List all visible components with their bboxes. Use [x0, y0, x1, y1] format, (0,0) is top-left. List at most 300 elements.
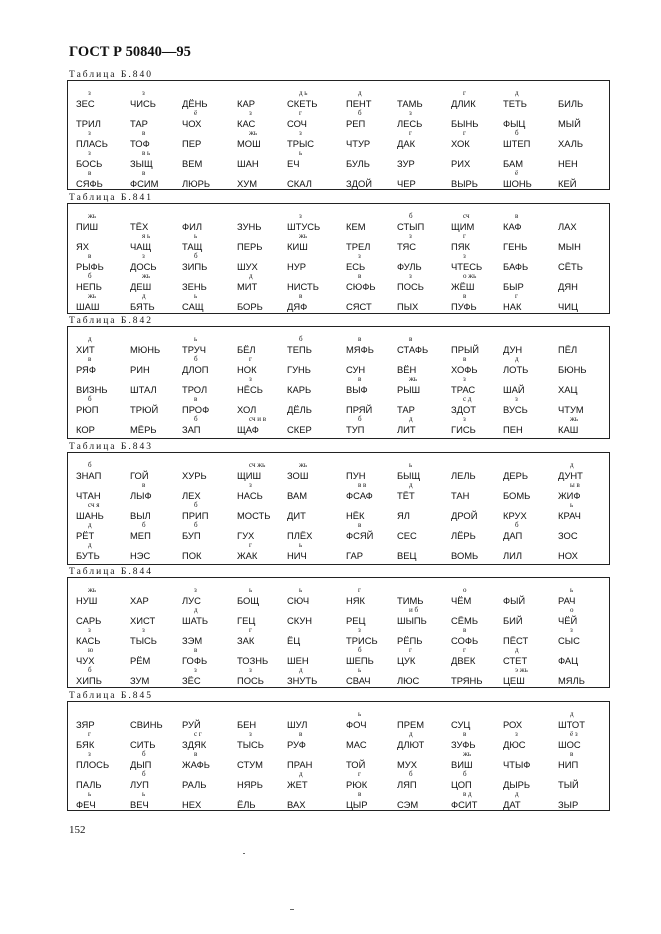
syllable-word: НУШ — [76, 595, 98, 606]
pronunciation-mark: с д — [463, 395, 472, 403]
syllable-word: ЁЛЬ — [237, 799, 256, 810]
pronunciation-mark: г — [249, 626, 252, 634]
syllable-word: ЯХ — [76, 241, 90, 252]
pronunciation-mark: б — [194, 415, 198, 423]
syllable-word: КОР — [76, 424, 95, 435]
syllable-word: СЭМ — [397, 799, 419, 810]
pronunciation-mark: д — [299, 666, 303, 674]
table-row — [68, 169, 609, 189]
syllable-word: ВЫФ — [346, 384, 368, 395]
syllable-word: ДЫП — [130, 759, 152, 770]
syllable-word: СИТЬ — [130, 739, 156, 750]
syllable-word: ЧЁЙ — [558, 615, 578, 626]
syllable-word: ШЫПЬ — [397, 615, 427, 626]
table-row — [68, 730, 609, 750]
table-row — [68, 109, 609, 129]
syllable-word: ШЕПЬ — [346, 655, 374, 666]
syllable-word: ЧТУР — [346, 138, 371, 149]
table-row — [68, 375, 609, 395]
word-table — [67, 326, 610, 439]
syllable-word: ПЁСТ — [503, 635, 529, 646]
syllable-word: ФЕЧ — [76, 799, 96, 810]
pronunciation-mark: д — [570, 710, 574, 718]
word-table — [67, 452, 610, 565]
syllable-word: ЛЁРЬ — [451, 530, 476, 541]
syllable-word: НОК — [237, 364, 257, 375]
syllable-word: ТАН — [451, 490, 470, 501]
syllable-word: ТРЕЛ — [346, 241, 371, 252]
pronunciation-mark: б — [88, 272, 92, 280]
syllable-word: РЕЦ — [346, 615, 366, 626]
pronunciation-mark: в — [88, 252, 92, 260]
table-row — [68, 586, 609, 606]
syllable-word: ФАЦ — [558, 655, 579, 666]
syllable-word: ТОЗНЬ — [237, 655, 269, 666]
syllable-word: ЛЕСЬ — [397, 118, 423, 129]
syllable-word: РИХ — [451, 158, 471, 169]
pronunciation-mark: з — [142, 89, 145, 97]
pronunciation-mark: сч — [463, 212, 470, 220]
syllable-word: НЕН — [558, 158, 578, 169]
pronunciation-mark: г — [299, 109, 302, 117]
syllable-word: ДЮС — [503, 739, 526, 750]
document-title: ГОСТ Р 50840—95 — [69, 44, 191, 60]
syllable-word: БЁЛ — [237, 344, 256, 355]
syllable-word: НИП — [558, 759, 579, 770]
pronunciation-mark: жь — [463, 750, 472, 758]
syllable-word: ШТОТ — [558, 719, 585, 730]
syllable-word: ТЯС — [397, 241, 417, 252]
syllable-word: ПРАН — [287, 759, 313, 770]
syllable-word: ГИСЬ — [451, 424, 476, 435]
syllable-word: МОСТЬ — [237, 510, 271, 521]
syllable-word: КАСЬ — [76, 635, 101, 646]
pronunciation-mark: в — [299, 292, 303, 300]
table-row — [68, 666, 609, 686]
syllable-word: ДЕРЬ — [503, 470, 529, 481]
syllable-word: СЕС — [397, 530, 417, 541]
syllable-word: ЩАФ — [237, 424, 259, 435]
syllable-word: НАК — [503, 301, 522, 312]
syllable-word: ДВЕК — [451, 655, 476, 666]
syllable-word: САЩ — [182, 301, 204, 312]
pronunciation-mark: з — [515, 730, 518, 738]
syllable-word: КАФ — [503, 221, 522, 232]
syllable-word: ДЛЮТ — [397, 739, 425, 750]
syllable-word: БУТЬ — [76, 550, 100, 561]
table-row — [68, 481, 609, 501]
syllable-word: СКЕТЬ — [287, 98, 318, 109]
syllable-word: ДЁНЬ — [182, 98, 208, 109]
table-row — [68, 461, 609, 481]
syllable-word: МЕП — [130, 530, 151, 541]
table-caption: Таблица Б.845 — [69, 691, 153, 701]
syllable-word: БУЛЬ — [346, 158, 370, 169]
pronunciation-mark: з — [249, 666, 252, 674]
pronunciation-mark: з — [88, 750, 91, 758]
syllable-word: ФУЛЬ — [397, 261, 422, 272]
syllable-word: ВЕЧ — [130, 799, 149, 810]
syllable-word: ГАР — [346, 550, 363, 561]
syllable-word: НИЧ — [287, 550, 307, 561]
pronunciation-mark: ь — [299, 541, 303, 549]
syllable-word: ТРУЧ — [182, 344, 206, 355]
table-caption: Таблица Б.842 — [69, 316, 153, 326]
table-row — [68, 292, 609, 312]
syllable-word: ФЫЙ — [503, 595, 526, 606]
syllable-word: ТЫСЬ — [237, 739, 264, 750]
syllable-word: ШАШ — [76, 301, 100, 312]
syllable-word: ХОФЬ — [451, 364, 478, 375]
pronunciation-mark: в — [88, 169, 92, 177]
syllable-word: ЛЫФ — [130, 490, 152, 501]
table-row — [68, 606, 609, 626]
syllable-word: ВЁН — [397, 364, 417, 375]
pronunciation-mark: б — [358, 646, 362, 654]
syllable-word: ВУСЬ — [503, 404, 528, 415]
pronunciation-mark: з — [249, 109, 252, 117]
syllable-word: МЫЙ — [558, 118, 581, 129]
pronunciation-mark: ь — [88, 790, 92, 798]
syllable-word: ПРИП — [182, 510, 209, 521]
syllable-word: БЫЩ — [397, 470, 421, 481]
syllable-word: ЁЦ — [287, 635, 301, 646]
pronunciation-mark: б — [515, 521, 519, 529]
table-row — [68, 149, 609, 169]
syllable-word: ШТУСЬ — [287, 221, 321, 232]
pronunciation-mark: д — [358, 89, 362, 97]
pronunciation-mark: жь — [88, 586, 97, 594]
syllable-word: ШАТЬ — [182, 615, 208, 626]
pronunciation-mark: д — [142, 292, 146, 300]
syllable-word: ЛАХ — [558, 221, 577, 232]
syllable-word: ТРАС — [451, 384, 476, 395]
syllable-word: ЗЕС — [76, 98, 95, 109]
pronunciation-mark: б — [194, 355, 198, 363]
syllable-word: ВЫЛ — [130, 510, 151, 521]
pronunciation-mark: з — [409, 272, 412, 280]
pronunciation-mark: ь — [409, 461, 413, 469]
syllable-word: ФСИМ — [130, 178, 159, 189]
syllable-word: ХИСТ — [130, 615, 156, 626]
syllable-word: СЮФЬ — [346, 281, 376, 292]
syllable-word: ТАЩ — [182, 241, 203, 252]
syllable-word: СУН — [346, 364, 366, 375]
syllable-word: ГОЙ — [130, 470, 149, 481]
pronunciation-mark: ы в — [570, 481, 580, 489]
word-table — [67, 701, 610, 811]
syllable-word: ХАЛЬ — [558, 138, 584, 149]
syllable-word: ПЕР — [182, 138, 202, 149]
syllable-word: ЗДЯК — [182, 739, 207, 750]
syllable-word: ЧЕР — [397, 178, 416, 189]
table-row — [68, 710, 609, 730]
syllable-word: ТРИСЬ — [346, 635, 378, 646]
syllable-word: ЧУХ — [76, 655, 95, 666]
pronunciation-mark: в — [358, 335, 362, 343]
syllable-word: ЧТЕСЬ — [451, 261, 483, 272]
pronunciation-mark: г — [409, 646, 412, 654]
pronunciation-mark: д — [409, 730, 413, 738]
syllable-word: ФСАФ — [346, 490, 373, 501]
syllable-word: ЗНУТЬ — [287, 675, 318, 686]
syllable-word: СТАФЬ — [397, 344, 429, 355]
pronunciation-mark: з — [358, 252, 361, 260]
pronunciation-mark: г — [409, 129, 412, 137]
pronunciation-mark: д — [88, 521, 92, 529]
table-row — [68, 541, 609, 561]
syllable-word: СКУН — [287, 615, 313, 626]
syllable-word: МЁРЬ — [130, 424, 157, 435]
pronunciation-mark: в — [142, 169, 146, 177]
syllable-word: ТОФ — [130, 138, 150, 149]
syllable-word: СКАЛ — [287, 178, 312, 189]
syllable-word: ДЕШ — [130, 281, 152, 292]
pronunciation-mark: в — [358, 375, 362, 383]
syllable-word: СКЕР — [287, 424, 312, 435]
syllable-word: НЯК — [346, 595, 366, 606]
syllable-word: ВЕЦ — [397, 550, 417, 561]
syllable-word: ЛЮС — [397, 675, 420, 686]
word-table — [67, 80, 610, 190]
syllable-word: КЕМ — [346, 221, 366, 232]
syllable-word: ЖЁШ — [451, 281, 475, 292]
syllable-word: БЫНЬ — [451, 118, 479, 129]
syllable-word: ШОНЬ — [503, 178, 532, 189]
syllable-word: РЫФЬ — [76, 261, 104, 272]
pronunciation-mark: з — [88, 626, 91, 634]
pronunciation-mark: ь — [299, 586, 303, 594]
pronunciation-mark: ь — [194, 292, 198, 300]
syllable-word: ВИШ — [451, 759, 473, 770]
pronunciation-mark: д — [194, 606, 198, 614]
syllable-word: РОХ — [503, 719, 523, 730]
syllable-word: ЧИЦ — [558, 301, 578, 312]
syllable-word: БЮНЬ — [558, 364, 587, 375]
pronunciation-mark: в — [299, 730, 303, 738]
pronunciation-mark: в — [463, 730, 467, 738]
word-table — [67, 577, 610, 688]
syllable-word: БЯК — [76, 739, 95, 750]
syllable-word: ЛЯП — [397, 779, 417, 790]
pronunciation-mark: б — [194, 521, 198, 529]
syllable-word: ТОЙ — [346, 759, 366, 770]
pronunciation-mark: з — [515, 395, 518, 403]
syllable-word: ДЛОП — [182, 364, 209, 375]
pronunciation-mark: в — [463, 292, 467, 300]
syllable-word: ЧОХ — [182, 118, 202, 129]
syllable-word: МЯФЬ — [346, 344, 374, 355]
syllable-word: СТЕТ — [503, 655, 528, 666]
syllable-word: ЩИШ — [237, 470, 262, 481]
syllable-word: КРАЧ — [558, 510, 581, 521]
syllable-word: РЯФ — [76, 364, 96, 375]
syllable-word: ЗУФЬ — [451, 739, 476, 750]
pronunciation-mark: с г — [194, 730, 202, 738]
syllable-word: ПРЕМ — [397, 719, 425, 730]
syllable-word: ПРЯЙ — [346, 404, 373, 415]
syllable-word: ПЫХ — [397, 301, 419, 312]
syllable-word: МУХ — [397, 759, 418, 770]
pronunciation-mark: ь — [358, 666, 362, 674]
table-row — [68, 89, 609, 109]
syllable-word: ВЕМ — [182, 158, 203, 169]
syllable-word: РЕП — [346, 118, 366, 129]
pronunciation-mark: в д — [463, 790, 472, 798]
syllable-word: ТРЫС — [287, 138, 315, 149]
pronunciation-mark: б — [299, 335, 303, 343]
pronunciation-mark: сч я — [88, 501, 100, 509]
syllable-word: ЛОТЬ — [503, 364, 529, 375]
table-row — [68, 521, 609, 541]
pronunciation-mark: в — [194, 646, 198, 654]
syllable-word: РАЛЬ — [182, 779, 207, 790]
syllable-word: НЕПЬ — [76, 281, 102, 292]
syllable-word: СЮЧ — [287, 595, 310, 606]
syllable-word: ЗОС — [558, 530, 578, 541]
pronunciation-mark: г — [463, 232, 466, 240]
syllable-word: ДАК — [397, 138, 416, 149]
syllable-word: ЖЕТ — [287, 779, 308, 790]
pronunciation-mark: ю — [88, 646, 94, 654]
syllable-word: ДАП — [503, 530, 523, 541]
syllable-word: ЧТАН — [76, 490, 101, 501]
syllable-word: ЗАК — [237, 635, 255, 646]
syllable-word: СОЧ — [287, 118, 307, 129]
syllable-word: ПЕРЬ — [237, 241, 263, 252]
syllable-word: СЁТЬ — [558, 261, 583, 272]
syllable-word: ПРОФ — [182, 404, 210, 415]
pronunciation-mark: б — [194, 252, 198, 260]
pronunciation-mark: г — [249, 541, 252, 549]
syllable-word: ВАХ — [287, 799, 306, 810]
syllable-word: ПУФЬ — [451, 301, 477, 312]
syllable-word: ПИШ — [76, 221, 99, 232]
pronunciation-mark: д — [570, 461, 574, 469]
pronunciation-mark: з — [194, 666, 197, 674]
table-caption: Таблица Б.843 — [69, 442, 153, 452]
syllable-word: ТЁХ — [130, 221, 149, 232]
table-caption: Таблица Б.840 — [69, 70, 153, 80]
table-row — [68, 355, 609, 375]
syllable-word: ЗУНЬ — [237, 221, 262, 232]
syllable-word: ХИТ — [76, 344, 95, 355]
pronunciation-mark: з — [88, 129, 91, 137]
syllable-word: ПОСЬ — [397, 281, 424, 292]
pronunciation-mark: я ь — [142, 232, 151, 240]
syllable-word: СЯФЬ — [76, 178, 103, 189]
pronunciation-mark: б — [142, 770, 146, 778]
syllable-word: ТРЮЙ — [130, 404, 159, 415]
table-row — [68, 501, 609, 521]
syllable-word: ДЫРЬ — [503, 779, 531, 790]
syllable-word: НЕХ — [182, 799, 202, 810]
pronunciation-mark: з — [249, 730, 252, 738]
pronunciation-mark: в — [358, 790, 362, 798]
pronunciation-mark: жь — [409, 375, 418, 383]
pronunciation-mark: з — [358, 626, 361, 634]
pronunciation-mark: о — [570, 606, 574, 614]
syllable-word: ЧИСЬ — [130, 98, 156, 109]
pronunciation-mark: в — [570, 750, 574, 758]
syllable-word: ЗЭМ — [182, 635, 203, 646]
pronunciation-mark: з — [570, 626, 573, 634]
syllable-word: ЛЕХ — [182, 490, 201, 501]
pronunciation-mark: жь — [299, 232, 308, 240]
syllable-word: САРЬ — [76, 615, 102, 626]
pronunciation-mark: г — [463, 89, 466, 97]
syllable-word: ТЫЙ — [558, 779, 579, 790]
pronunciation-mark: жь — [249, 129, 258, 137]
pronunciation-mark: б — [142, 750, 146, 758]
syllable-word: БОСЬ — [76, 158, 103, 169]
table-row — [68, 232, 609, 252]
table-row — [68, 252, 609, 272]
pronunciation-mark: д — [88, 541, 92, 549]
syllable-word: ШТАЛ — [130, 384, 157, 395]
syllable-word: ЦУК — [397, 655, 416, 666]
syllable-word: РЮП — [76, 404, 99, 415]
syllable-word: ШАНЬ — [76, 510, 104, 521]
syllable-word: ТЕПЬ — [287, 344, 312, 355]
pronunciation-mark: в — [142, 481, 146, 489]
pronunciation-mark: жь — [142, 272, 151, 280]
pronunciation-mark: в — [358, 272, 362, 280]
table-row — [68, 750, 609, 770]
pronunciation-mark: з — [88, 149, 91, 157]
table-row — [68, 415, 609, 435]
syllable-word: ПЛЁХ — [287, 530, 313, 541]
syllable-word: РУФ — [287, 739, 306, 750]
pronunciation-mark: в — [463, 626, 467, 634]
syllable-word: ЧЁМ — [451, 595, 472, 606]
syllable-word: БОЩ — [237, 595, 260, 606]
pronunciation-mark: б — [358, 415, 362, 423]
syllable-word: ПУН — [346, 470, 366, 481]
syllable-word: БЕН — [237, 719, 257, 730]
syllable-word: КРУХ — [503, 510, 527, 521]
syllable-word: БОМЬ — [503, 490, 531, 501]
syllable-word: ШАЙ — [503, 384, 525, 395]
syllable-word: БИЛЬ — [558, 98, 584, 109]
pronunciation-mark: жь — [88, 292, 97, 300]
syllable-word: ТАМЬ — [397, 98, 423, 109]
pronunciation-mark: в — [463, 355, 467, 363]
syllable-word: СТУМ — [237, 759, 263, 770]
pronunciation-mark: сч жь — [249, 461, 266, 469]
table-row — [68, 335, 609, 355]
syllable-word: ДЁЛЬ — [287, 404, 312, 415]
pronunciation-mark: жь — [88, 212, 97, 220]
pronunciation-mark: д — [515, 646, 519, 654]
pronunciation-mark: ь — [299, 149, 303, 157]
syllable-word: НОХ — [558, 550, 578, 561]
syllable-word: ДРОЙ — [451, 510, 478, 521]
pronunciation-mark: б — [142, 521, 146, 529]
syllable-word: ДИТ — [287, 510, 306, 521]
pronunciation-mark: д — [515, 355, 519, 363]
syllable-word: ХОК — [451, 138, 470, 149]
pronunciation-mark: з — [249, 481, 252, 489]
syllable-word: КАР — [237, 98, 255, 109]
syllable-word: ПЕНТ — [346, 98, 372, 109]
syllable-word: ТЫСЬ — [130, 635, 157, 646]
syllable-word: БЫР — [503, 281, 524, 292]
pronunciation-mark: д — [299, 770, 303, 778]
table-caption: Таблица Б.844 — [69, 567, 153, 577]
pronunciation-mark: о жь — [463, 272, 477, 280]
pronunciation-mark: в — [358, 521, 362, 529]
